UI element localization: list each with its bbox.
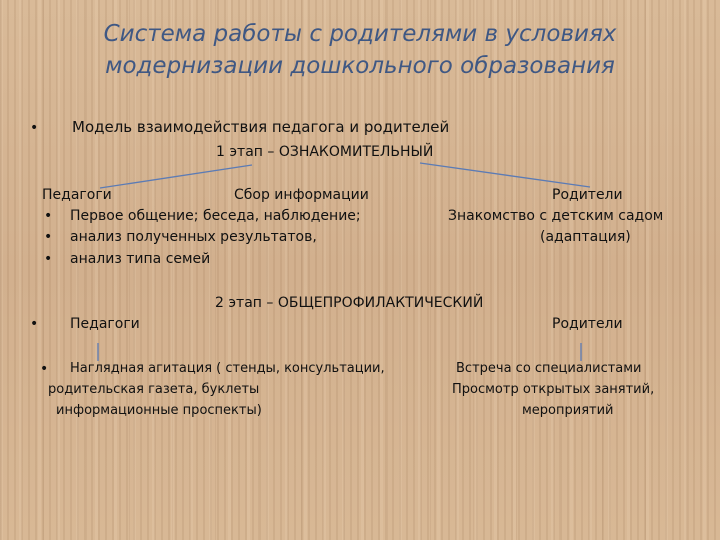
model-text: Модель взаимодействия педагога и родителей (72, 118, 450, 136)
title-line-2: модернизации дошкольного образования (105, 53, 615, 79)
stage1-left-subtitle: Сбор информации (234, 187, 369, 203)
stage2-left-line-1: Наглядная агитация ( стенды, консультации, (70, 361, 385, 376)
stage2-right-line-3: мероприятий (522, 403, 614, 418)
stage1-item-1: Первое общение; беседа, наблюдение; (70, 208, 361, 224)
stage1-heading: 1 этап – ОЗНАКОМИТЕЛЬНЫЙ (216, 144, 434, 160)
stage2-left-line-3: информационные проспекты) (56, 403, 262, 418)
stage1-right-line-2: (адаптация) (540, 229, 631, 245)
stage1-item-bullet: • (44, 251, 53, 267)
stage2-left-bullet: • (30, 316, 39, 332)
stage2-items-bullet: • (40, 361, 49, 377)
stage1-item-2: анализ полученных результатов, (70, 229, 317, 245)
stage2-left-title: Педагоги (70, 316, 140, 332)
stage2-right-line-1: Встреча со специалистами (456, 361, 642, 376)
stage1-item-bullet: • (44, 208, 53, 224)
stage1-left-title: Педагоги (42, 187, 112, 203)
stage2-right-title: Родители (552, 316, 623, 332)
stage1-right-title: Родители (552, 187, 623, 203)
stage1-right-connector (420, 163, 590, 187)
stage1-left-connector (100, 165, 252, 188)
stage2-left-line-2: родительская газета, буклеты (48, 382, 260, 397)
stage1-right-line-1: Знакомство с детским садом (448, 208, 664, 224)
stage1-item-bullet: • (44, 229, 53, 245)
model-bullet: • (30, 120, 39, 136)
stage2-heading: 2 этап – ОБЩЕПРОФИЛАКТИЧЕСКИЙ (215, 295, 484, 311)
stage2-right-line-2: Просмотр открытых занятий, (452, 382, 655, 397)
title-line-1: Система работы с родителями в условиях (103, 21, 617, 47)
stage1-item-3: анализ типа семей (70, 251, 211, 267)
